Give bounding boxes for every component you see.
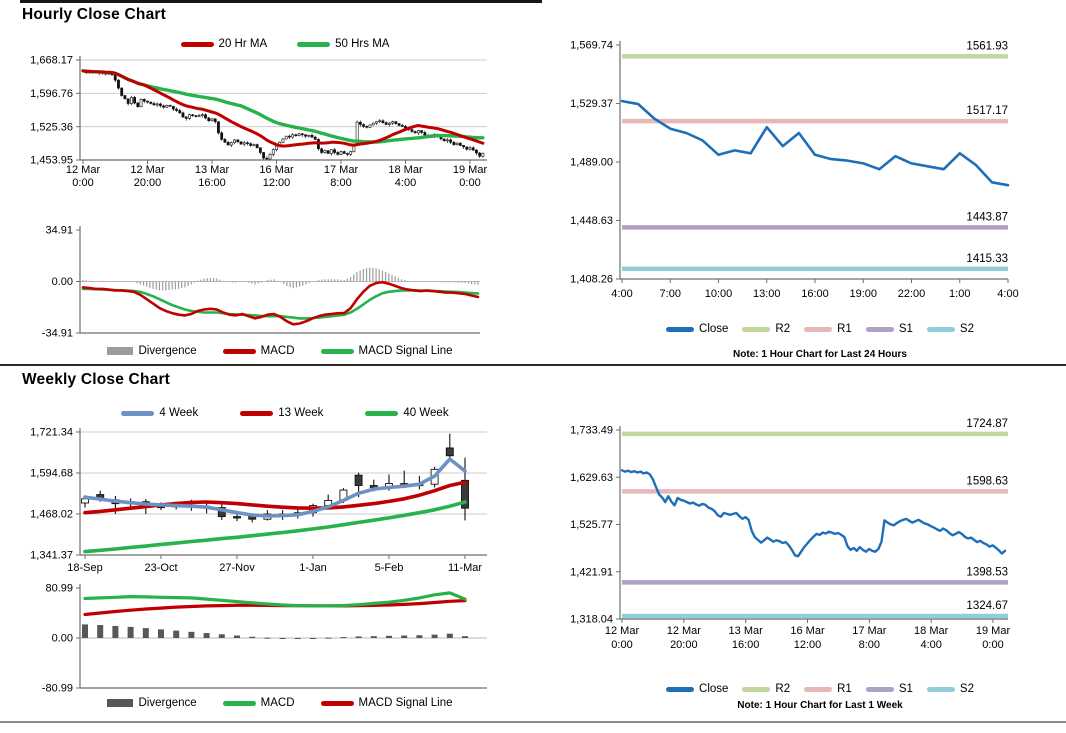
divergence-bar [234,636,240,638]
y-tick-label: -34.91 [41,327,73,340]
candle-body [130,97,132,103]
candle-body [175,109,177,110]
candle-body [366,126,368,127]
candle-body [195,116,197,117]
y-tick-label: 80.99 [45,582,73,595]
divergence-bar [143,628,149,638]
candle-body [337,153,339,155]
divergence-bar [401,636,407,638]
x-tick-label: 5-Feb [374,562,404,574]
candle-body [392,122,394,123]
candle-body [269,154,271,159]
x-tick-label: 4:00 [611,288,633,300]
legend-label: S1 [898,683,913,695]
x-tick-label: 10:00 [704,288,733,300]
legend-label: S2 [959,323,974,335]
level-label-r2: 1724.87 [966,417,1008,430]
candle-body [188,115,190,119]
candle-body [292,135,294,137]
divergence-bar [447,634,453,638]
legend-label: MACD [260,697,295,709]
y-tick-label: 1,448.63 [570,215,613,228]
divergence-bar [371,636,377,638]
candle-body [214,119,216,122]
y-tick-label: 1,668.17 [30,54,73,67]
legend-label: Divergence [138,697,197,709]
level-label-s2: 1324.67 [966,599,1008,612]
candle-body [159,104,161,106]
candle-body [153,103,155,104]
candle-body [417,131,419,133]
legend-label: Divergence [138,345,197,357]
candle-body [446,140,448,141]
candle-body [182,113,184,117]
legend-label: 4 Week [159,407,199,419]
divergence-bar [82,624,88,638]
candle-body [359,122,361,124]
candle-body [343,152,345,154]
divergence-bar [188,632,194,638]
candle-body [263,153,265,159]
divergence-bar [173,631,179,638]
candle-body [362,124,364,126]
legend-label: MACD Signal Line [358,345,453,357]
x-tick-label: 16 Mar 12:00 [259,164,294,189]
candle-body [385,123,387,125]
candle-body [172,106,174,109]
divergence-bar [280,638,286,639]
x-tick-label: 12 Mar 0:00 [604,625,640,651]
candle-body [285,136,287,139]
candle-body [259,148,261,153]
candle-body [150,102,152,103]
close-line [622,101,1008,185]
candle-body [169,105,171,106]
x-tick-label: 18 Mar 4:00 [388,164,423,189]
legend-label: Close [699,323,729,335]
close-line [622,470,1005,556]
y-tick-label: 1,421.91 [570,566,613,579]
x-tick-label: 11-Mar [447,562,483,574]
x-tick-label: 12 Mar 20:00 [666,625,701,651]
candle-body [327,151,329,154]
divergence-bar [340,637,346,638]
candle-body [82,499,89,503]
divergence-bar [249,637,255,638]
candle-body [346,153,348,154]
candle-body [379,121,381,122]
candle-body [237,140,239,142]
candle-body [321,149,323,153]
candle-body [456,143,458,144]
candle-body [301,134,303,135]
macd-line [83,282,478,324]
y-tick-label: 1,594.68 [30,467,73,480]
candle-body [475,150,477,153]
level-label-s1: 1443.87 [966,211,1008,224]
y-tick-label: 1,529.37 [570,98,613,111]
level-label-r1: 1517.17 [966,105,1008,118]
x-tick-label: 13 Mar 16:00 [728,625,763,651]
x-tick-label: 19 Mar 0:00 [452,164,488,189]
candle-body [163,106,165,107]
y-tick-label: 34.91 [45,224,73,237]
divergence-bar [295,638,301,639]
candle-body [288,136,290,137]
y-tick-label: 0.00 [51,632,73,645]
candle-body [446,448,453,456]
hourly-sr-note: Note: 1 Hour Chart for Last 24 Hours [733,349,907,360]
candle-body [121,88,123,95]
level-label-s1: 1398.53 [966,566,1008,579]
candle-body [240,142,242,144]
candle-body [459,143,461,145]
candle-body [469,148,471,149]
y-tick-label: 1,341.37 [30,549,73,562]
hourly-section-title: Hourly Close Chart [22,6,166,23]
candle-body [282,139,284,142]
legend-label: 13 Week [278,407,324,419]
candle-body [450,140,452,142]
candle-body [298,134,300,136]
y-tick-label: 1,453.95 [30,154,73,167]
candle-body [272,150,274,155]
y-tick-label: 1,721.34 [30,426,73,439]
candle-body [295,135,297,136]
candle-body [266,158,268,159]
x-tick-label: 4:00 [997,288,1019,300]
candle-body [304,135,306,136]
ma-20hr-line [83,71,483,146]
macd-signal-line [85,601,465,615]
y-tick-label: 1,489.00 [570,156,613,169]
divergence-bar [432,635,438,638]
macd-signal-line [83,289,478,319]
legend-label: R2 [775,683,791,695]
candle-body [179,110,181,112]
candle-body [227,142,229,145]
candle-body [424,132,426,135]
y-tick-label: 1,629.63 [570,471,613,484]
candle-body [462,146,464,147]
divergence-bar [158,629,164,638]
candle-body [201,115,203,116]
y-tick-label: 1,569.74 [570,39,613,52]
x-tick-label: 13:00 [752,288,781,300]
legend-label: R1 [837,323,852,335]
divergence-bar [386,636,392,638]
divergence-bar [462,636,468,638]
candle-body [314,137,316,139]
y-tick-label: 1,733.49 [570,424,613,437]
ma-40wk-line [85,502,465,552]
candle-body [250,144,252,146]
legend-label: S2 [959,683,974,695]
y-tick-label: 1,468.02 [30,508,73,521]
candle-body [143,99,145,101]
level-label-r2: 1561.93 [966,40,1008,53]
y-tick-label: 1,525.77 [570,519,613,532]
x-tick-label: 13 Mar 16:00 [194,164,230,189]
candle-body [140,99,142,106]
candle-body [217,122,219,133]
candle-body [308,135,310,136]
candle-body [369,125,371,127]
candle-body [234,517,241,518]
candle-body [333,150,335,153]
candle-body [453,142,455,144]
candle-body [114,75,116,80]
candle-body [156,104,158,105]
candle-body [221,133,223,140]
candle-body [311,135,313,137]
level-label-s2: 1415.33 [966,252,1008,265]
x-tick-label: 16:00 [801,288,829,300]
candle-body [375,122,377,123]
candle-body [401,125,403,126]
y-tick-label: 1,408.26 [570,273,613,286]
x-tick-label: 18 Mar 4:00 [914,625,949,651]
candle-body [382,121,384,123]
candle-body [137,103,139,107]
candle-body [256,145,258,148]
x-tick-label: 12 Mar 0:00 [65,164,101,189]
candle-body [134,97,136,103]
y-tick-label: 0.00 [51,276,73,289]
x-tick-label: 17 Mar 8:00 [852,625,887,651]
candle-body [127,99,129,104]
candle-body [340,152,342,155]
candle-body [192,115,194,116]
candle-body [388,123,390,124]
x-tick-label: 17 Mar 8:00 [323,164,359,189]
divergence-bar [310,638,316,639]
candle-body [246,143,248,144]
candle-body [472,148,474,150]
x-tick-label: 7:00 [659,288,681,300]
candle-body [185,117,187,118]
candle-body [243,143,245,144]
legend-label: MACD [260,345,295,357]
divergence-bar [97,625,103,638]
y-tick-label: -80.99 [41,682,73,695]
candle-body [230,143,232,145]
candle-body [395,122,397,124]
candle-body [443,139,445,141]
legend-label: 50 Hrs MA [335,38,390,50]
candle-body [233,140,235,143]
weekly-sr-note: Note: 1 Hour Chart for Last 1 Week [737,700,903,711]
candle-body [414,132,416,133]
candle-body [224,139,226,142]
candle-body [275,146,277,150]
divergence-bar [264,638,270,639]
candle-body [204,115,206,118]
candle-body [208,118,210,121]
candle-body [372,123,374,125]
candle-body [421,131,423,133]
candle-body [324,151,326,153]
candle-body [166,105,168,107]
candle-body [330,150,332,154]
candle-body [466,147,468,149]
candle-body [398,124,400,126]
weekly-section-title: Weekly Close Chart [22,371,171,388]
legend-label: R2 [775,323,791,335]
x-tick-label: 23-Oct [144,562,178,574]
candle-body [411,130,413,132]
candle-body [124,96,126,99]
legend-label: S1 [898,323,913,335]
candle-body [117,80,119,88]
divergence-bar [128,627,134,638]
y-tick-label: 1,318.04 [570,613,613,626]
legend-label: 40 Week [403,407,449,419]
candle-body [198,116,200,117]
x-tick-label: 18-Sep [67,562,103,574]
x-tick-label: 1:00 [949,288,971,300]
candle-body [211,119,213,121]
legend-label: R1 [837,683,852,695]
legend-label: 20 Hr MA [218,38,268,50]
x-tick-label: 19:00 [849,288,878,300]
legend-label: MACD Signal Line [358,697,453,709]
x-tick-label: 19 Mar 0:00 [975,625,1011,651]
x-tick-label: 22:00 [897,288,926,300]
candle-body [355,475,362,485]
candle-body [146,101,148,102]
candle-body [479,153,481,156]
divergence-bar [219,634,225,638]
y-tick-label: 1,525.36 [30,121,73,134]
x-tick-label: 1-Jan [299,562,327,574]
legend-label: Close [699,683,729,695]
x-tick-label: 27-Nov [219,562,255,574]
y-tick-label: 1,596.76 [30,87,73,100]
x-tick-label: 16 Mar 12:00 [790,625,825,651]
divergence-bar [325,638,331,639]
divergence-bar [204,633,210,638]
divergence-bar [356,636,362,638]
candle-body [253,145,255,146]
candle-body [350,152,352,155]
x-tick-label: 12 Mar 20:00 [130,164,165,189]
level-label-r1: 1598.63 [966,475,1008,488]
divergence-bar [112,626,118,638]
divergence-bar [416,635,422,638]
candle-body [482,153,484,156]
